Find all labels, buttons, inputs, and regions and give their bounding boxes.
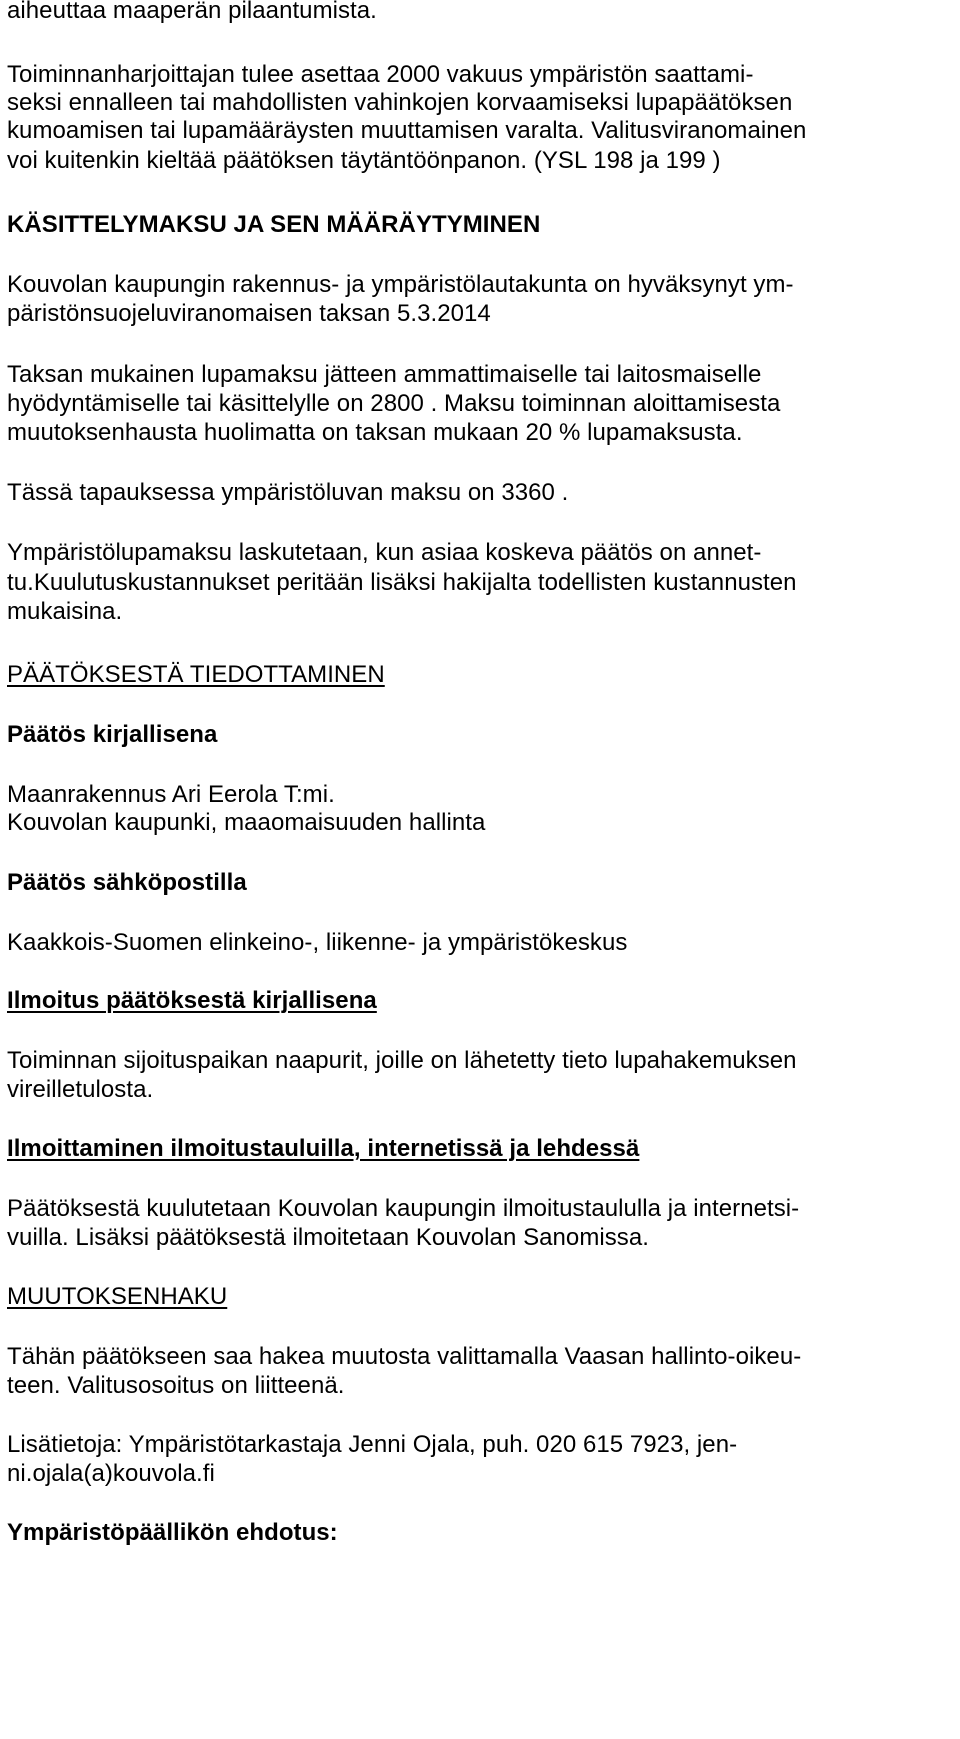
fee-text-line: mukaisina. <box>7 598 123 625</box>
fee-text-line: muutoksenhausta huolimatta on taksan mukaan 20 % lupamaksusta. <box>7 419 743 446</box>
written-decision-heading: Päätös kirjallisena <box>7 721 218 748</box>
fee-text-line: hyödyntämiselle tai käsittelylle on 2800 . Maksu toiminnan aloittamisesta <box>7 390 781 417</box>
intro-text-line: kumoamisen tai lupamääräysten muuttamisen varalta. Valitusviranomainen <box>7 117 807 144</box>
contact-info-line: Lisätietoja: Ympäristötarkastaja Jenni Ojala, puh. 020 615 7923, jen- <box>7 1431 738 1458</box>
intro-text-line: voi kuitenkin kieltää päätöksen täytäntöönpanon. (YSL 198 ja 199 ) <box>7 147 721 174</box>
fee-text-line: Tässä tapauksessa ympäristöluvan maksu on 3360 . <box>7 479 569 506</box>
contact-info-line: ni.ojala(a)kouvola.fi <box>7 1460 215 1487</box>
notice-text-line: vireilletulosta. <box>7 1076 154 1103</box>
intro-text-line: Toiminnanharjoittajan tulee asettaa 2000 vakuus ympäristön saattami- <box>7 61 754 88</box>
notice-text-line: vuilla. Lisäksi päätöksestä ilmoitetaan Kouvolan Sanomissa. <box>7 1224 649 1251</box>
recipient-line: Kouvolan kaupunki, maaomaisuuden hallinta <box>7 809 486 836</box>
appeal-text-line: teen. Valitusosoitus on liitteenä. <box>7 1372 345 1399</box>
recipient-line: Maanrakennus Ari Eerola T:mi. <box>7 781 335 808</box>
email-decision-heading: Päätös sähköpostilla <box>7 869 247 896</box>
fee-text-line: Ympäristölupamaksu laskutetaan, kun asiaa koskeva päätös on annet- <box>7 539 762 566</box>
written-notice-heading: Ilmoitus päätöksestä kirjallisena <box>7 987 377 1014</box>
proposal-heading: Ympäristöpäällikön ehdotus: <box>7 1519 338 1546</box>
appeal-section-heading: MUUTOKSENHAKU <box>7 1283 228 1310</box>
recipient-line: Kaakkois-Suomen elinkeino-, liikenne- ja ympäristökeskus <box>7 929 628 956</box>
intro-text-line: seksi ennalleen tai mahdollisten vahinkojen korvaamiseksi lupapäätöksen <box>7 89 793 116</box>
notice-text-line: Toiminnan sijoituspaikan naapurit, joille on lähetetty tieto lupahakemuksen <box>7 1047 797 1074</box>
fee-section-heading: KÄSITTELYMAKSU JA SEN MÄÄRÄYTYMINEN <box>7 211 541 238</box>
fee-text-line: päristönsuojeluviranomaisen taksan 5.3.2014 <box>7 300 491 327</box>
fee-text-line: Kouvolan kaupungin rakennus- ja ympäristölautakunta on hyväksynyt ym- <box>7 271 794 298</box>
intro-text-line: aiheuttaa maaperän pilaantumista. <box>7 0 377 24</box>
appeal-text-line: Tähän päätökseen saa hakea muutosta valittamalla Vaasan hallinto-oikeu- <box>7 1343 802 1370</box>
fee-text-line: tu.Kuulutuskustannukset peritään lisäksi hakijalta todellisten kustannusten <box>7 569 797 596</box>
notice-text-line: Päätöksestä kuulutetaan Kouvolan kaupungin ilmoitustaululla ja internetsi- <box>7 1195 800 1222</box>
notice-section-heading: PÄÄTÖKSESTÄ TIEDOTTAMINEN <box>7 661 385 688</box>
public-notice-heading: Ilmoittaminen ilmoitustauluilla, internetissä ja lehdessä <box>7 1135 640 1162</box>
fee-text-line: Taksan mukainen lupamaksu jätteen ammattimaiselle tai laitosmaiselle <box>7 361 762 388</box>
